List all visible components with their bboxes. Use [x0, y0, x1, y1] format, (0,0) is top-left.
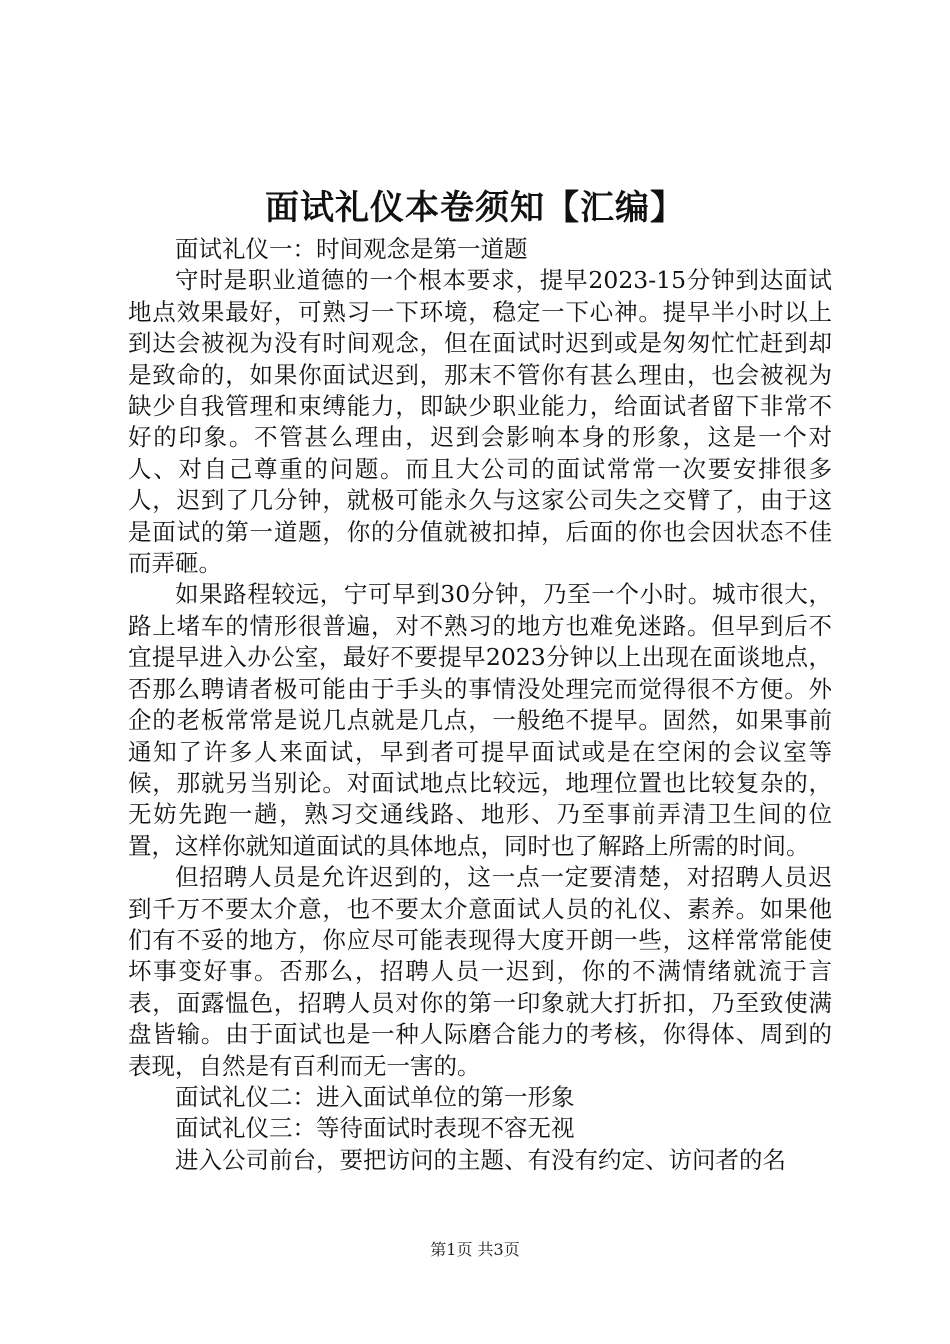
body-paragraph: 但招聘人员是允许迟到的，这一点一定要清楚，对招聘人员迟到千万不要太介意，也不要太介意面试人员的礼仪、素养。如果他们有不妥的地方，你应尽可能表现得大度开朗一些，这样常常能使坏事变好事。否那么，招聘人员一迟到，你的不满情绪就流于言表，面露愠色，招聘人员对你的第一印象就大打折扣，乃至致使满盘皆输。由于面试也是一种人际磨合能力的考核，你得体、周到的表现，自然是有百利而无一害的。: [128, 863, 832, 1080]
page-footer: 第1页 共3页: [430, 1240, 520, 1259]
section-heading: 面试礼仪一：时间观念是第一道题: [175, 235, 528, 263]
document-title: 面试礼仪本卷须知【汇编】: [265, 188, 685, 228]
body-paragraph: 如果路程较远，宁可早到30分钟，乃至一个小时。城市很大，路上堵车的情形很普遍，对不熟习的地方也难免迷路。但早到后不宜提早进入办公室，最好不要提早2023分钟以上出现在面谈地点，否那么聘请者极可能由于手头的事情没处理完而觉得很不方便。外企的老板常常是说几点就是几点，一般绝不提早。固然，如果事前通知了许多人来面试，早到者可提早面试或是在空闲的会议室等候，那就另当别论。对面试地点比较远，地理位置也比较复杂的，无妨先跑一趟，熟习交通线路、地形、乃至事前弄清卫生间的位置，这样你就知道面试的具体地点，同时也了解路上所需的时间。: [128, 580, 832, 860]
section-heading: 面试礼仪三：等待面试时表现不容无视: [175, 1114, 575, 1143]
body-paragraph: 进入公司前台，要把访问的主题、有没有约定、访问者的名: [175, 1145, 786, 1174]
section-heading: 面试礼仪二：进入面试单位的第一形象: [175, 1082, 575, 1111]
body-paragraph: 守时是职业道德的一个根本要求，提早2023-15分钟到达面试地点效果最好，可熟习一下环境，稳定一下心神。提早半小时以上到达会被视为没有时间观念，但在面试时迟到或是匆匆忙忙赶到却是致命的，如果你面试迟到，那末不管你有甚么理由，也会被视为缺少自我管理和束缚能力，即缺少职业能力，给面试者留下非常不好的印象。不管甚么理由，迟到会影响本身的形象，这是一个对人、对自己尊重的问题。而且大公司的面试常常一次要安排很多人，迟到了几分钟，就极可能永久与这家公司失之交臂了，由于这是面试的第一道题，你的分值就被扣掉，后面的你也会因状态不佳而弄砸。: [128, 266, 832, 578]
document-body: [128, 234, 832, 1176]
